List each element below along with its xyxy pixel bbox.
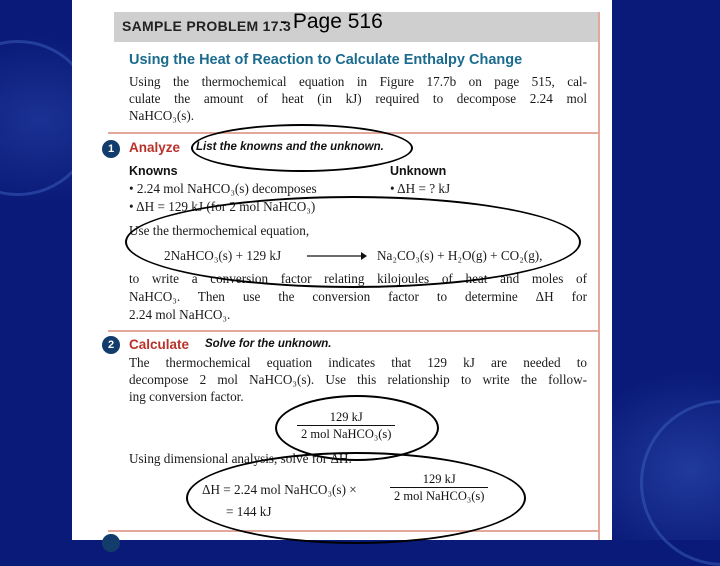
problem-title: Using the Heat of Reaction to Calculate Enthalpy Change xyxy=(129,52,523,68)
divider xyxy=(108,330,600,332)
equation-left: 2NaHCO₃(s) + 129 kJ xyxy=(164,248,282,263)
fraction-denominator: 2 mol NaHCO₃(s) xyxy=(390,487,488,504)
annotation-oval xyxy=(191,124,413,172)
known-item: • ΔH = 129 kJ (for 2 mol NaHCO₃) xyxy=(129,199,316,214)
dimensional-analysis-line: Using dimensional analysis, solve for ΔH. xyxy=(129,451,352,466)
sample-problem-label: SAMPLE PROBLEM 17.3 xyxy=(122,18,292,34)
calculation-lhs: ΔH = 2.24 mol NaHCO₃(s) × xyxy=(202,482,357,497)
intro-line: culate the amount of heat (in kJ) required to decompose 2.24 mol xyxy=(129,91,587,106)
page-reference: - Page 516 xyxy=(280,10,383,33)
calculate-line: ing conversion factor. xyxy=(129,389,244,404)
step-2-badge: 2 xyxy=(102,336,120,354)
known-item: • 2.24 mol NaHCO₃(s) decomposes xyxy=(129,181,317,196)
intro-line: NaHCO₃(s). xyxy=(129,108,195,123)
calculation-result: = 144 kJ xyxy=(226,504,272,519)
calculate-line: decompose 2 mol NaHCO₃(s). Use this relationship to write the follow- xyxy=(129,372,587,387)
intro-line: Using the thermochemical equation in Figure 17.7b on page 515, cal- xyxy=(129,74,587,89)
fraction-numerator: 129 kJ xyxy=(329,410,363,424)
analysis-line: 2.24 mol NaHCO₃. xyxy=(129,307,231,322)
equation-right: Na₂CO₃(s) + H₂O(g) + CO₂(g), xyxy=(377,248,543,263)
analysis-line: to write a conversion factor relating kilojoules of heat and moles of xyxy=(129,271,587,286)
analysis-line: NaHCO₃. Then use the conversion factor to determine ΔH for xyxy=(129,289,587,304)
instruction-line: Use the thermochemical equation, xyxy=(129,223,310,238)
step-1-badge: 1 xyxy=(102,140,120,158)
unknown-heading: Unknown xyxy=(390,164,447,178)
step-1-title: Analyze xyxy=(129,140,181,155)
unknown-item: • ΔH = ? kJ xyxy=(390,181,451,196)
annotation-oval xyxy=(186,452,526,544)
knowns-heading: Knowns xyxy=(129,164,178,178)
step-1-subtitle: List the knowns and the unknown. xyxy=(196,141,384,153)
calculate-line: The thermochemical equation indicates that 129 kJ are needed to xyxy=(129,355,587,370)
fraction-denominator: 2 mol NaHCO₃(s) xyxy=(297,425,395,442)
step-3-badge xyxy=(102,534,120,552)
step-2-subtitle: Solve for the unknown. xyxy=(205,338,332,350)
page-border xyxy=(598,12,600,540)
decorative-arc xyxy=(640,400,720,566)
step-2-title: Calculate xyxy=(129,337,190,352)
fraction-numerator: 129 kJ xyxy=(422,472,456,486)
annotation-oval xyxy=(125,196,581,288)
